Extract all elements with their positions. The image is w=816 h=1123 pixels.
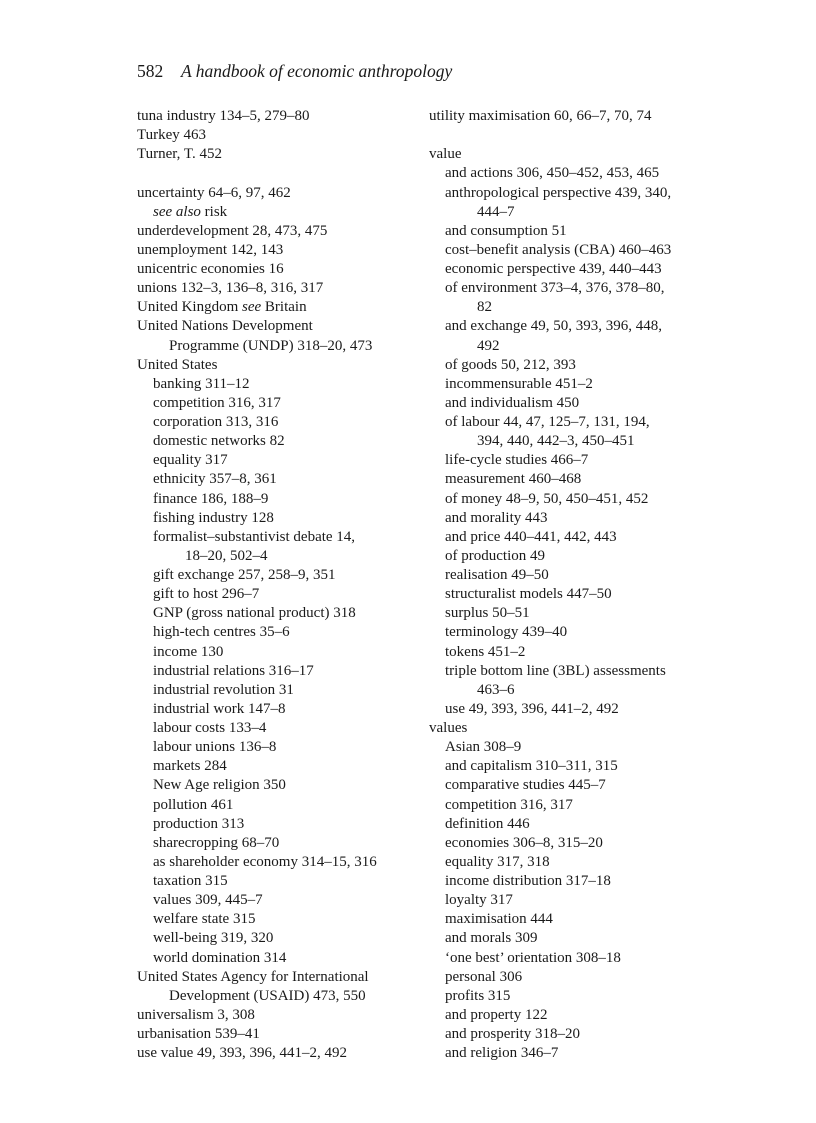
index-subentry bbox=[137, 451, 427, 470]
index-subentry bbox=[137, 490, 427, 509]
index-entry bbox=[137, 107, 427, 126]
entry-text: life-cycle studies 466–7 bbox=[445, 452, 589, 469]
index-subentry bbox=[429, 203, 719, 222]
entry-text: 394, 440, 442–3, 450–451 bbox=[477, 433, 635, 450]
entry-text: 18–20, 502–4 bbox=[185, 547, 268, 564]
index-subentry bbox=[429, 164, 719, 183]
entry-text: and morality 443 bbox=[445, 509, 548, 526]
cross-reference-label: see also bbox=[153, 203, 201, 220]
index-subentry bbox=[137, 470, 427, 489]
entry-text: and exchange 49, 50, 393, 396, 448, bbox=[445, 318, 663, 335]
entry-text: United States bbox=[137, 356, 218, 373]
index-subentry bbox=[429, 490, 719, 509]
index-subentry bbox=[429, 509, 719, 528]
index-subentry bbox=[429, 815, 719, 834]
index-entry bbox=[137, 241, 427, 260]
index-subentry bbox=[429, 470, 719, 489]
entry-text: labour unions 136–8 bbox=[153, 739, 277, 756]
entry-text: corporation 313, 316 bbox=[153, 414, 279, 430]
index-subentry bbox=[429, 891, 719, 910]
index-subentry bbox=[137, 700, 427, 719]
index-subentry bbox=[429, 585, 719, 604]
entry-text: fishing industry 128 bbox=[153, 509, 274, 526]
index-entry bbox=[137, 126, 427, 145]
index-subentry bbox=[137, 872, 427, 891]
index-subentry bbox=[137, 566, 427, 585]
cross-reference-label: see bbox=[242, 299, 262, 316]
index-entry bbox=[137, 298, 427, 317]
entry-text: New Age religion 350 bbox=[153, 777, 286, 794]
index-entry bbox=[137, 317, 427, 336]
entry-text: equality 317, 318 bbox=[445, 853, 550, 870]
index-subentry bbox=[429, 757, 719, 776]
index-subentry bbox=[429, 968, 719, 987]
index-subentry bbox=[137, 929, 427, 948]
index-subentry bbox=[429, 910, 719, 929]
entry-text: of environment 373–4, 376, 378–80, bbox=[445, 280, 665, 297]
entry-text: and actions 306, 450–452, 453, 465 bbox=[445, 165, 660, 182]
index-subentry bbox=[429, 566, 719, 585]
entry-text: uncertainty 64–6, 97, 462 bbox=[137, 184, 291, 201]
index-subentry bbox=[137, 375, 427, 394]
entry-text: of money 48–9, 50, 450–451, 452 bbox=[445, 490, 649, 507]
index-subentry bbox=[137, 394, 427, 413]
index-subentry bbox=[137, 413, 427, 432]
entry-text: competition 316, 317 bbox=[153, 394, 281, 411]
entry-text: equality 317 bbox=[153, 452, 228, 469]
entry-text: values 309, 445–7 bbox=[153, 892, 263, 909]
entry-text: United Kingdom bbox=[137, 299, 242, 316]
index-entry bbox=[137, 1044, 427, 1063]
entry-text: markets 284 bbox=[153, 758, 227, 775]
index-subentry bbox=[137, 853, 427, 872]
book-title: A handbook of economic anthropology bbox=[181, 61, 453, 81]
index-subentry bbox=[429, 681, 719, 700]
index-subentry bbox=[429, 949, 719, 968]
index-subentry bbox=[137, 662, 427, 681]
index-subentry bbox=[137, 891, 427, 910]
entry-text: profits 315 bbox=[445, 987, 511, 1004]
index-subentry bbox=[429, 853, 719, 872]
entry-text: sharecropping 68–70 bbox=[153, 834, 280, 851]
index-entry bbox=[137, 987, 427, 1006]
index-subentry bbox=[429, 987, 719, 1006]
index-subentry bbox=[429, 1006, 719, 1025]
index-subentry bbox=[429, 547, 719, 566]
index-subentry bbox=[429, 298, 719, 317]
entry-text: anthropological perspective 439, 340, bbox=[445, 184, 672, 201]
index-entry bbox=[137, 260, 427, 279]
index-subentry bbox=[137, 432, 427, 451]
entry-text: competition 316, 317 bbox=[445, 796, 573, 813]
entry-text: world domination 314 bbox=[153, 949, 287, 966]
entry-text: comparative studies 445–7 bbox=[445, 777, 606, 794]
index-entry bbox=[137, 145, 427, 164]
index-subentry bbox=[429, 451, 719, 470]
index-subentry bbox=[429, 872, 719, 891]
index-entry bbox=[137, 279, 427, 298]
entry-text: 444–7 bbox=[477, 203, 515, 220]
index-subentry bbox=[429, 643, 719, 662]
index-subentry bbox=[137, 509, 427, 528]
index-subentry bbox=[429, 356, 719, 375]
entry-text: finance 186, 188–9 bbox=[153, 490, 269, 507]
index-subentry bbox=[429, 375, 719, 394]
entry-text: United States Agency for International bbox=[137, 968, 369, 985]
index-entry bbox=[137, 337, 427, 356]
index-subentry bbox=[137, 681, 427, 700]
entry-text: and prosperity 318–20 bbox=[445, 1026, 580, 1042]
index-subentry bbox=[137, 910, 427, 929]
index-subentry bbox=[137, 719, 427, 738]
entry-text: economic perspective 439, 440–443 bbox=[445, 261, 662, 277]
entry-text: triple bottom line (3BL) assessments bbox=[445, 662, 666, 679]
entry-text: industrial relations 316–17 bbox=[153, 662, 314, 679]
entry-text: value bbox=[429, 146, 462, 163]
index-entry bbox=[137, 1025, 427, 1044]
entry-text: 82 bbox=[477, 299, 492, 316]
index-entry bbox=[137, 968, 427, 987]
entry-text: use value 49, 393, 396, 441–2, 492 bbox=[137, 1045, 347, 1062]
entry-text: 492 bbox=[477, 337, 500, 354]
index-entry bbox=[137, 356, 427, 375]
index-entry bbox=[137, 1006, 427, 1025]
entry-text: of production 49 bbox=[445, 547, 545, 564]
page-number: 582 bbox=[137, 61, 164, 81]
entry-text: gift exchange 257, 258–9, 351 bbox=[153, 567, 336, 583]
entry-text: income 130 bbox=[153, 643, 224, 660]
index-subentry bbox=[429, 796, 719, 815]
entry-text: gift to host 296–7 bbox=[153, 586, 260, 603]
index-subentry bbox=[137, 757, 427, 776]
index-entry bbox=[137, 184, 427, 203]
index-subentry bbox=[429, 337, 719, 356]
entry-text: unemployment 142, 143 bbox=[137, 241, 284, 258]
index-subentry bbox=[137, 585, 427, 604]
entry-text: and capitalism 310–311, 315 bbox=[445, 758, 618, 775]
index-subentry bbox=[429, 413, 719, 432]
entry-text: Turner, T. 452 bbox=[137, 146, 222, 163]
index-subentry bbox=[429, 184, 719, 203]
index-subentry bbox=[429, 279, 719, 298]
entry-text: utility maximisation 60, 66–7, 70, 74 bbox=[429, 108, 652, 124]
index-entry bbox=[429, 107, 719, 126]
entry-text: Programme (UNDP) 318–20, 473 bbox=[169, 337, 373, 354]
index-column-right bbox=[429, 107, 719, 1063]
index-subentry bbox=[429, 834, 719, 853]
entry-text: high-tech centres 35–6 bbox=[153, 624, 290, 641]
entry-text: banking 311–12 bbox=[153, 375, 250, 392]
index-subentry bbox=[429, 432, 719, 451]
entry-text: tokens 451–2 bbox=[445, 643, 526, 660]
index-subentry bbox=[429, 394, 719, 413]
entry-text: measurement 460–468 bbox=[445, 471, 582, 488]
entry-text: structuralist models 447–50 bbox=[445, 586, 612, 603]
index-subentry bbox=[429, 604, 719, 623]
index-subentry bbox=[429, 260, 719, 279]
index-entry bbox=[137, 222, 427, 241]
entry-text: Britain bbox=[261, 299, 307, 316]
entry-text: definition 446 bbox=[445, 815, 530, 832]
entry-text: labour costs 133–4 bbox=[153, 720, 267, 736]
index-subentry bbox=[137, 623, 427, 642]
entry-text: and property 122 bbox=[445, 1006, 548, 1023]
entry-text: use 49, 393, 396, 441–2, 492 bbox=[445, 700, 619, 717]
entry-text: surplus 50–51 bbox=[445, 605, 530, 622]
entry-text: loyalty 317 bbox=[445, 892, 513, 909]
index-subentry bbox=[429, 1044, 719, 1063]
entry-text: taxation 315 bbox=[153, 873, 228, 889]
index-entry bbox=[429, 719, 719, 738]
index-subentry bbox=[429, 528, 719, 547]
entry-text: and individualism 450 bbox=[445, 394, 580, 411]
index-subentry bbox=[429, 662, 719, 681]
index-spacer bbox=[137, 164, 427, 183]
entry-text: Development (USAID) 473, 550 bbox=[169, 987, 366, 1004]
index-column-left bbox=[137, 107, 427, 1063]
index-subentry bbox=[429, 776, 719, 795]
entry-text: industrial revolution 31 bbox=[153, 681, 294, 698]
entry-text: values bbox=[429, 720, 468, 736]
index-entry bbox=[429, 145, 719, 164]
entry-text: GNP (gross national product) 318 bbox=[153, 605, 356, 622]
index-subentry bbox=[137, 776, 427, 795]
entry-text: unions 132–3, 136–8, 316, 317 bbox=[137, 280, 324, 297]
entry-text: terminology 439–40 bbox=[445, 624, 568, 641]
entry-text: pollution 461 bbox=[153, 796, 234, 813]
index-subentry bbox=[429, 1025, 719, 1044]
entry-text: 463–6 bbox=[477, 681, 515, 698]
index-subentry bbox=[429, 222, 719, 241]
index-subentry bbox=[429, 700, 719, 719]
entry-text: Asian 308–9 bbox=[445, 739, 522, 756]
entry-text: unicentric economies 16 bbox=[137, 261, 284, 277]
index-subentry bbox=[429, 738, 719, 757]
entry-text: tuna industry 134–5, 279–80 bbox=[137, 108, 310, 124]
entry-text: universalism 3, 308 bbox=[137, 1006, 255, 1023]
index-subentry bbox=[137, 203, 427, 222]
index-spacer bbox=[429, 126, 719, 145]
entry-text: income distribution 317–18 bbox=[445, 873, 611, 889]
entry-text: economies 306–8, 315–20 bbox=[445, 834, 603, 851]
entry-text: and morals 309 bbox=[445, 930, 538, 947]
index-subentry bbox=[137, 528, 427, 547]
entry-text: of labour 44, 47, 125–7, 131, 194, bbox=[445, 414, 650, 430]
entry-text: of goods 50, 212, 393 bbox=[445, 356, 576, 373]
index-subentry bbox=[429, 929, 719, 948]
entry-text: and consumption 51 bbox=[445, 222, 567, 239]
index-subentry bbox=[429, 623, 719, 642]
entry-text: underdevelopment 28, 473, 475 bbox=[137, 222, 328, 239]
entry-text: cost–benefit analysis (CBA) 460–463 bbox=[445, 241, 672, 258]
entry-text: United Nations Development bbox=[137, 318, 313, 335]
index-subentry bbox=[429, 241, 719, 260]
index-subentry bbox=[429, 317, 719, 336]
entry-text: personal 306 bbox=[445, 968, 523, 985]
entry-text: incommensurable 451–2 bbox=[445, 375, 593, 392]
entry-text: and price 440–441, 442, 443 bbox=[445, 528, 617, 545]
entry-text: realisation 49–50 bbox=[445, 567, 549, 583]
entry-text: welfare state 315 bbox=[153, 911, 256, 928]
entry-text: ‘one best’ orientation 308–18 bbox=[445, 949, 621, 966]
index-subentry bbox=[137, 738, 427, 757]
entry-text: well-being 319, 320 bbox=[153, 930, 274, 947]
entry-text: ethnicity 357–8, 361 bbox=[153, 471, 277, 488]
entry-text: risk bbox=[200, 203, 228, 220]
running-header bbox=[137, 61, 452, 82]
index-subentry bbox=[137, 834, 427, 853]
index-subentry bbox=[137, 796, 427, 815]
entry-text: as shareholder economy 314–15, 316 bbox=[153, 853, 377, 870]
index-subentry bbox=[137, 547, 427, 566]
entry-text: domestic networks 82 bbox=[153, 433, 285, 450]
entry-text: Turkey 463 bbox=[137, 127, 207, 144]
entry-text: formalist–substantivist debate 14, bbox=[153, 528, 356, 545]
index-subentry bbox=[137, 815, 427, 834]
entry-text: production 313 bbox=[153, 815, 245, 832]
entry-text: and religion 346–7 bbox=[445, 1045, 559, 1062]
entry-text: industrial work 147–8 bbox=[153, 700, 286, 717]
entry-text: maximisation 444 bbox=[445, 911, 553, 928]
entry-text: urbanisation 539–41 bbox=[137, 1026, 260, 1042]
index-subentry bbox=[137, 604, 427, 623]
index-subentry bbox=[137, 643, 427, 662]
index-subentry bbox=[137, 949, 427, 968]
